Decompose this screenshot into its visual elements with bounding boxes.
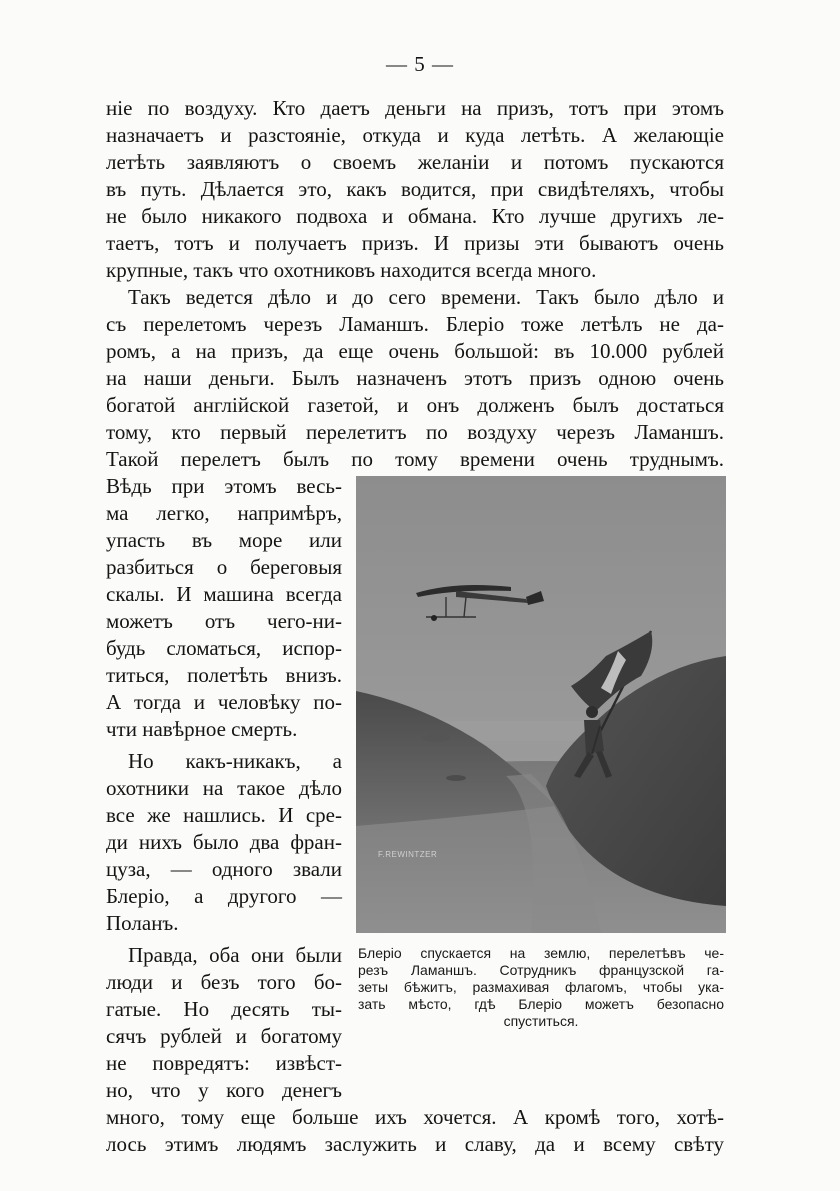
text-line: не повредятъ: извѣст- bbox=[106, 1051, 342, 1075]
text-line: все же нашлись. И сре- bbox=[106, 803, 342, 827]
text-line: охотники на такое дѣло bbox=[106, 776, 342, 800]
text-line: таетъ, тотъ и получаетъ призъ. И призы эти бываютъ очень bbox=[106, 231, 724, 255]
text-line: въ путь. Дѣлается это, какъ водится, при свидѣтеляхъ, чтобы bbox=[106, 177, 724, 201]
text-line: тому, кто первый перелетитъ по воздуху черезъ Ламаншъ. bbox=[106, 420, 724, 444]
text-line: скалы. И машина всегда bbox=[106, 582, 342, 606]
text-line: гатые. Но десять ты- bbox=[106, 997, 342, 1021]
text-line: много, тому еще больше ихъ хочется. А кромѣ того, хотѣ- bbox=[106, 1105, 724, 1129]
text-line: титься, полетѣть внизъ. bbox=[106, 663, 342, 687]
caption-line: Блеріо спускается на землю, перелетѣвъ че- bbox=[358, 945, 724, 961]
text-line: богатой англійской газетой, и онъ долженъ былъ достаться bbox=[106, 393, 724, 417]
caption-line: зеты бѣжитъ, размахивая флагомъ, чтобы ука- bbox=[358, 979, 724, 995]
text-line: цуза, — одного звали bbox=[106, 857, 342, 881]
text-line: Такъ ведется дѣло и до сего времени. Такъ было дѣло и bbox=[128, 285, 724, 309]
illustration-drawing bbox=[356, 476, 726, 933]
text-line: ди нихъ было два фран- bbox=[106, 830, 342, 854]
text-line: Вѣдь при этомъ весь- bbox=[106, 474, 342, 498]
text-line: разбиться о береговыя bbox=[106, 555, 342, 579]
caption-line: резъ Ламаншъ. Сотрудникъ французской га- bbox=[358, 962, 724, 978]
text-line: Такой перелетъ былъ по тому времени очень труднымъ. bbox=[106, 447, 724, 471]
text-line: не было никакого подвоха и обмана. Кто лучше другихъ ле- bbox=[106, 204, 724, 228]
text-line: сячъ рублей и богатому bbox=[106, 1024, 342, 1048]
text-line: крупные, такъ что охотниковъ находится всегда много. bbox=[106, 258, 597, 282]
text-line: лось этимъ людямъ заслужить и славу, да и всему свѣту bbox=[106, 1132, 724, 1156]
text-line: будь сломаться, испор- bbox=[106, 636, 342, 660]
text-line: Блеріо, а другого — bbox=[106, 884, 342, 908]
text-line: Поланъ. bbox=[106, 911, 179, 935]
text-line: люди и безъ того бо- bbox=[106, 970, 342, 994]
rock bbox=[422, 734, 450, 742]
caption-line: спуститься. bbox=[503, 1013, 579, 1029]
text-line: летѣть заявляютъ о своемъ желаніи и потомъ пускаются bbox=[106, 150, 724, 174]
text-line: чти навѣрное смерть. bbox=[106, 717, 298, 741]
artist-signature: F.REWINTZER bbox=[378, 850, 438, 859]
page-number: — 5 — bbox=[386, 52, 454, 76]
text-line: ніе по воздуху. Кто даетъ деньги на призъ, тотъ при этомъ bbox=[106, 96, 724, 120]
text-line: назначаетъ и разстояніе, откуда и куда летѣть. А желающіе bbox=[106, 123, 724, 147]
text-line: можетъ отъ чего-ни- bbox=[106, 609, 342, 633]
text-line: А тогда и человѣку по- bbox=[106, 690, 342, 714]
text-line: Но какъ-никакъ, а bbox=[128, 749, 342, 773]
text-line: Правда, оба они были bbox=[128, 943, 342, 967]
text-line: съ перелетомъ черезъ Ламаншъ. Блеріо тоже летѣлъ не да- bbox=[106, 312, 724, 336]
illustration bbox=[356, 476, 726, 933]
rock bbox=[446, 775, 466, 781]
text-line: ма легко, напримѣръ, bbox=[106, 501, 342, 525]
text-line: упасть въ море или bbox=[106, 528, 342, 552]
caption-line: зать мѣсто, гдѣ Блеріо можетъ безопасно bbox=[358, 996, 724, 1012]
figure-caption bbox=[358, 945, 724, 1030]
text-line: но, что у кого денегъ bbox=[106, 1078, 342, 1102]
text-line: на наши деньги. Былъ назначенъ этотъ призъ одною очень bbox=[106, 366, 724, 390]
text-line: ромъ, а на призъ, да еще очень большой: въ 10.000 рублей bbox=[106, 339, 724, 363]
